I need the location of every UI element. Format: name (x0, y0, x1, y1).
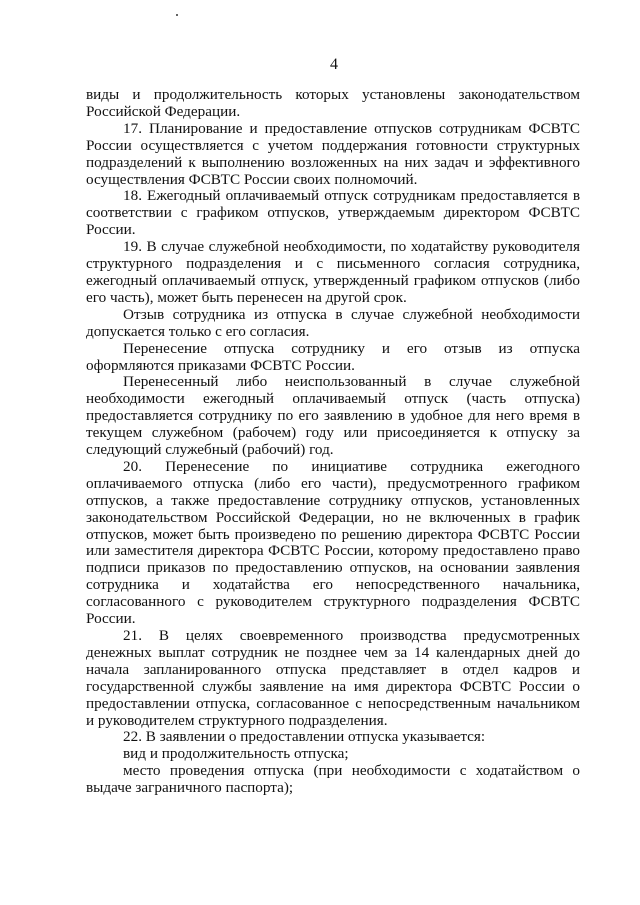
paragraph-item-19: 19. В случае служебной необходимости, по ходатайству руководителя структурного подразделения и с письменного согласия сотрудника, ежегодный оплачиваемый отпуск, утвержденный графиком отпусков (либо его часть), может быть перенесен на другой срок. (86, 238, 580, 306)
paragraph-item-17: 17. Планирование и предоставление отпусков сотрудникам ФСВТС России осуществляется с учетом поддержания готовности структурных подразделений к выполнению возложенных на них задач и эффективного осуществления ФСВТС России своих полномочий. (86, 119, 580, 188)
paragraph-item-20: 20. Перенесение по инициативе сотрудника ежегодного оплачиваемого отпуска (либо его части), предусмотренного графиком отпусков, а также предоставление сотруднику отпусков, установленных законодательством Российской Федерации, но не включенных в график отпусков, может быть произведено по решению директора ФСВТС России или заместителя директора ФСВТС России, которому предоставлено право подписи приказов по предоставлению отпусков, на основании заявления сотрудника и ходатайства его непосредственного начальника, согласованного с руководителем структурного подразделения ФСВТС России. (86, 457, 580, 628)
page-number: 4 (330, 56, 338, 73)
paragraph-item-22: 22. В заявлении о предоставлении отпуска указывается: (123, 728, 486, 746)
list-item-leave-place: место проведения отпуска (при необходимости с ходатайством о выдаче заграничного паспорта); (86, 762, 580, 797)
paragraph-item-21: 21. В целях своевременного производства предусмотренных денежных выплат сотрудник не позднее чем за 14 календарных дней до начала запланированного отпуска представляет в отдел кадров и государственной службы заявление на имя директора ФСВТС России о предоставлении отпуска, согласованное с непосредственным начальником и руководителем структурного подразделения. (86, 627, 580, 729)
paragraph-item-18: 18. Ежегодный оплачиваемый отпуск сотрудникам предоставляется в соответствии с графиком отпусков, утверждаемым директором ФСВТС России. (86, 187, 580, 239)
list-item-leave-type: вид и продолжительность отпуска; (123, 745, 349, 763)
paragraph-unused-leave: Перенесенный либо неиспользованный в случае служебной необходимости ежегодный оплачиваемый отпуск (часть отпуска) предоставляется сотруднику по его заявлению в удобное для него время в текущем служебном (рабочем) году или присоединяется к отпуску за следующий служебный (рабочий) год. (86, 373, 580, 459)
paragraph-continuation: виды и продолжительность которых установлены законодательством Российской Федерации. (86, 86, 580, 120)
scan-speck (176, 14, 178, 16)
document-body (86, 87, 580, 797)
paragraph-orders: Перенесение отпуска сотруднику и его отзыв из отпуска оформляются приказами ФСВТС России. (86, 339, 580, 374)
paragraph-recall: Отзыв сотрудника из отпуска в случае служебной необходимости допускается только с его согласия. (86, 305, 580, 340)
